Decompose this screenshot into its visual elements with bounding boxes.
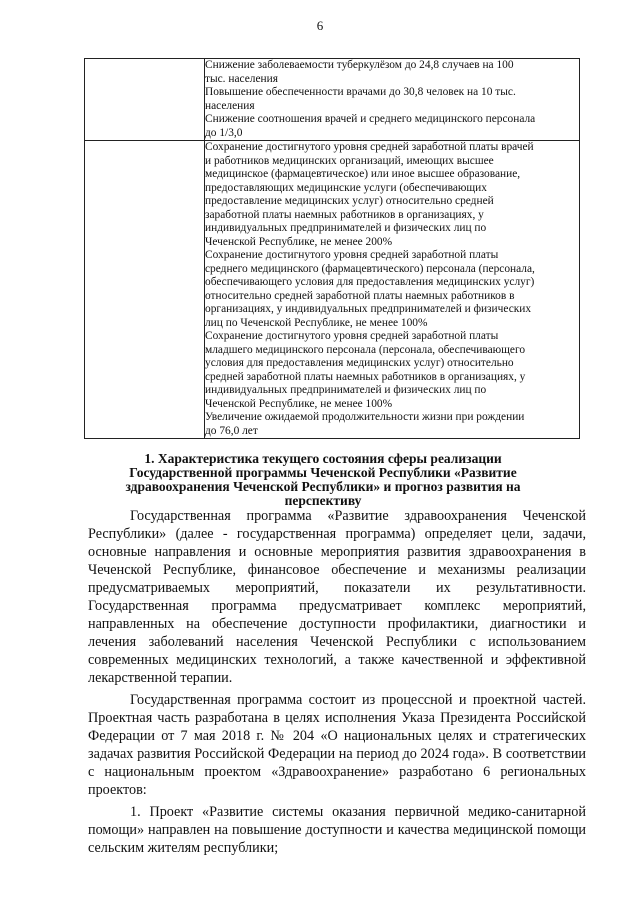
body-text bbox=[88, 507, 586, 861]
table-cell-empty bbox=[85, 59, 205, 141]
section-heading: 1. Характеристика текущего состояния сферы реализации Государственной программы Чеченской Республики «Развитие здравоохранения Чеченской Республики» и прогноз развития на перспективу bbox=[125, 451, 521, 508]
paragraph: Государственная программа состоит из процессной и проектной частей. Проектная часть разработана в целях исполнения Указа Президента Российской Федерации от 7 мая 2018 г. № 204 «О национальных целях и стратегических задачах развития Российской Федерации на период до 2024 года». В соответствии с национальным проектом «Здравоохранение» разработано 6 региональных проектов: bbox=[88, 692, 586, 798]
table-cell-indicators-1 bbox=[205, 59, 580, 141]
indicator-text: Сохранение достигнутого уровня средней заработной платы врачей и работников медицинских организаций, имеющих высшее медицинское (фармацевтическое) или иное высшее образование, предоставляющих медицинские услуги (обеспечивающих предоставление медицинских услуг) относительно средней заработной платы наемных работников в организациях, у индивидуальных предпринимателей и физических лиц по Чеченской Республике, не менее 200% Сохранение достигнутого уровня средней заработной платы среднего медицинского (фармацевтического) персонала (персонала, обеспечивающего условия для предоставления медицинских услуг) относительно средней заработной платы наемных работников в организациях, у индивидуальных предпринимателей и физических лиц по Чеченской Республике, не менее 100% Сохранение достигнутого уровня средней заработной платы младшего медицинского персонала (персонала, обеспечивающего условия для предоставления медицинских услуг) относительно средней заработной платы наемных работников в организациях, у индивидуальных предпринимателей и физических лиц по Чеченской Республике, не менее 100% Увеличение ожидаемой продолжительности жизни при рождении до 76,0 лет bbox=[205, 141, 535, 437]
paragraph: 1. Проект «Развитие системы оказания первичной медико-санитарной помощи» направлен на повышение доступности и качества медицинской помощи сельским жителям республики; bbox=[88, 804, 586, 856]
page-number: 6 bbox=[316, 18, 324, 33]
paragraph: Государственная программа «Развитие здравоохранения Чеченской Республики» (далее - государственная программа) определяет цели, задачи, основные направления и основные мероприятия развития здравоохранения в Чеченской Республике, финансовое обеспечение и механизмы реализации предусматриваемых мероприятий, показатели их результативности. Государственная программа предусматривает комплекс мероприятий, направленных на обеспечение доступности профилактики, диагностики и лечения заболеваний населения Чеченской Республики с использованием современных медицинских технологий, а также качественной и эффективной лекарственной терапии. bbox=[88, 508, 586, 686]
table-cell-indicators-2 bbox=[205, 141, 580, 439]
table-cell-empty bbox=[85, 141, 205, 439]
indicator-text: Снижение заболеваемости туберкулёзом до 24,8 случаев на 100 тыс. населения Повышение обеспеченности врачами до 30,8 человек на 10 тыс. населения Снижение соотношения врачей и среднего медицинского персонала до 1/3,0 bbox=[205, 59, 536, 139]
indicators-table bbox=[84, 58, 580, 439]
table-row bbox=[85, 59, 580, 141]
table-row bbox=[85, 141, 580, 439]
